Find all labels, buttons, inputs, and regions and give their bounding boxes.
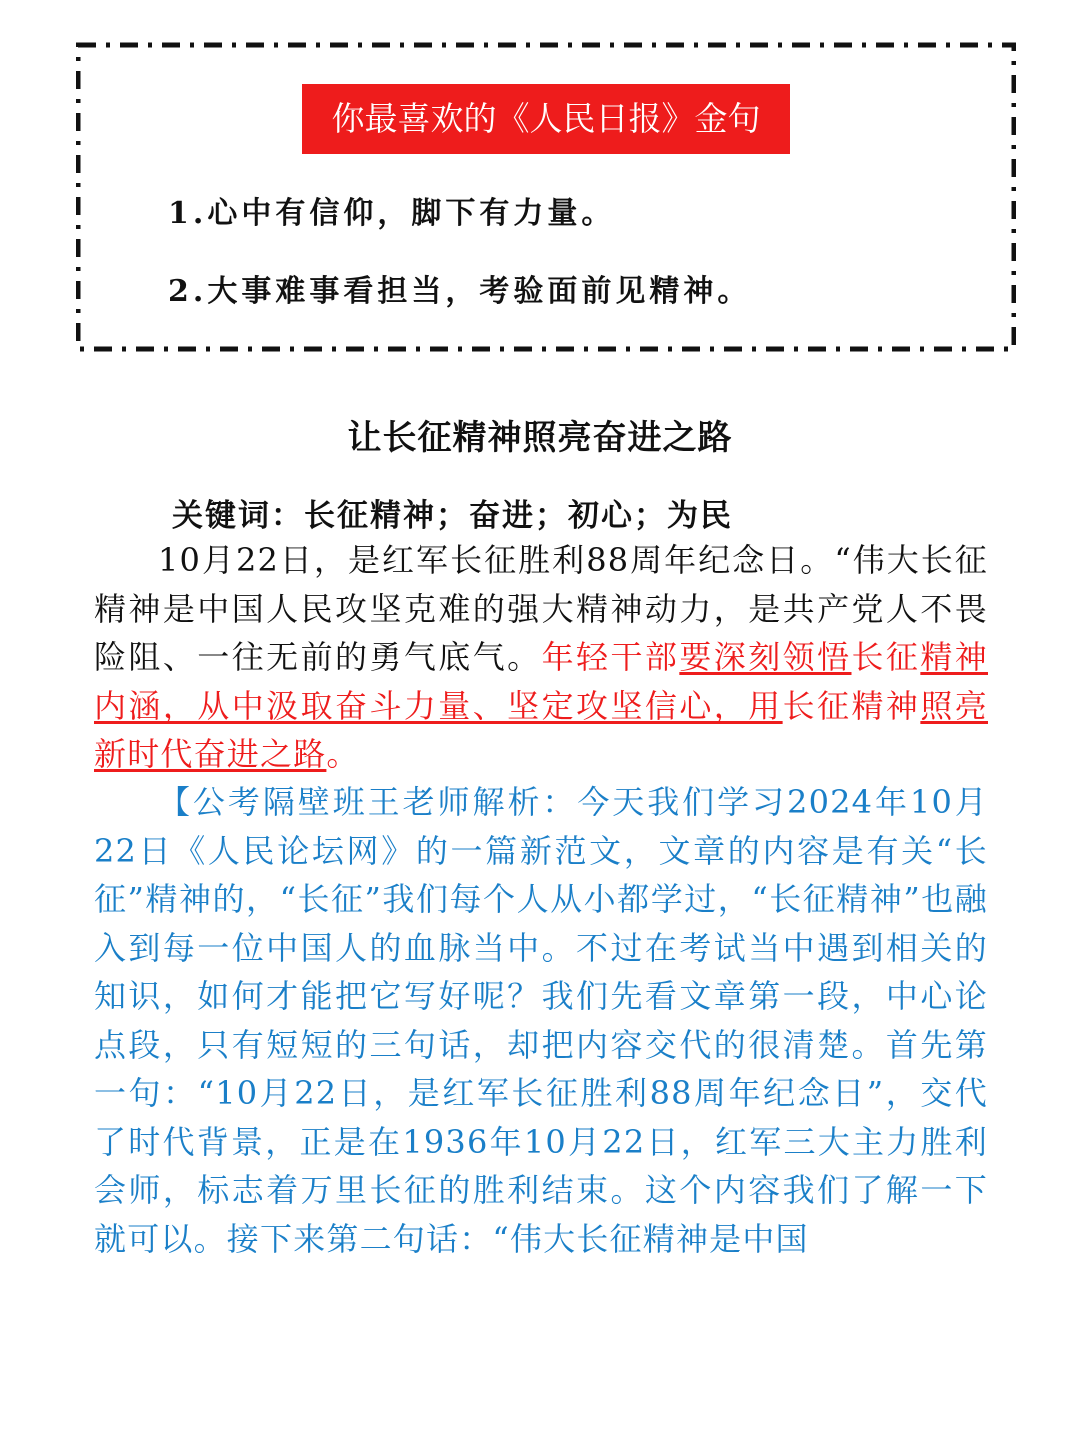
highlight-d: 精神内涵，从中汲取奋斗力量、坚定攻坚信心，用: [94, 638, 988, 725]
paragraph-analysis: 【公考隔壁班王老师解析：今天我们学习2024年10月22日《人民论坛网》的一篇新范文，文章的内容是有关“长征”精神的，“长征”我们每个人从小都学过，“长征精神”也融入到每一位中国人的血脉当中。不过在考试当中遇到相关的知识，如何才能把它写好呢？我们先看文章第一段，中心论点段，只有短短的三句话，却把内容交代的很清楚。首先第一句：“10月22日，是红军长征胜利88周年纪念日”，交代了时代背景，正是在1936年10月22日，红军三大主力胜利会师，标志着万里长征的胜利结束。这个内容我们了解一下就可以。接下来第二句话：“伟大长征精神是中国: [94, 783, 988, 1258]
highlight-e: 长征精神: [782, 686, 921, 725]
paragraph-intro: [94, 536, 988, 779]
intro-plain-text: 10月22日，是红军长征胜利88周年纪念日。“伟大长征精神是中国人民攻坚克难的强大精神动力，是共产党人不畏险阻、一往无前的勇气底气。: [94, 541, 988, 676]
quote-item-1: 1.心中有信仰，脚下有力量。: [168, 196, 616, 231]
highlight-g: 。: [326, 735, 360, 773]
quote-item-2: 2.大事难事看担当，考验面前见精神。: [168, 274, 752, 309]
quote-title: 你最喜欢的《人民日报》金句: [302, 84, 790, 154]
highlight-c: 长征: [851, 638, 921, 676]
highlight-f: 照亮新时代奋进之路: [94, 686, 988, 773]
highlight-b: 要深刻领悟: [679, 638, 852, 676]
keywords-line: 关键词：长征精神；奋进；初心；为民: [172, 498, 733, 534]
article-title: 让长征精神照亮奋进之路: [347, 418, 733, 458]
highlight-a: 年轻干部: [541, 638, 680, 676]
